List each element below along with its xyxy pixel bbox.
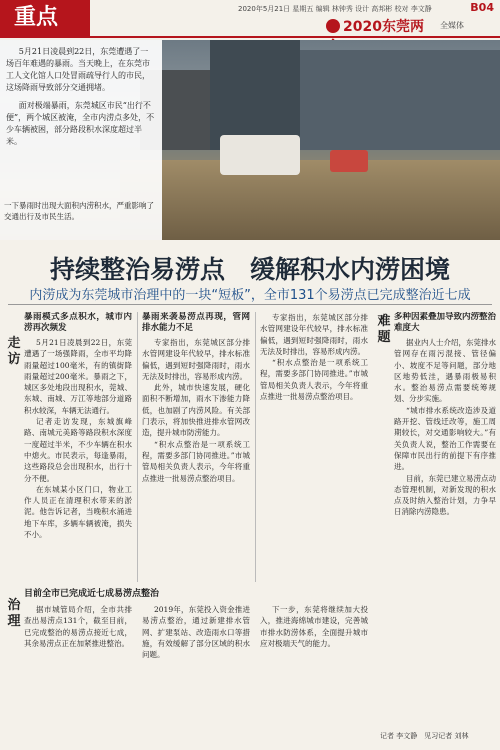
photo-building-3 xyxy=(300,50,500,150)
visit-para-1: 5月21日凌晨到22日，东莞遭遇了一场强降雨，全市平均降雨量超过100毫米，有的镇街降雨量超过200毫米。暴雨之下，城区多处地段出现积水，莞城、东城、南城、万江等地部分道路积水较深，车辆无法通行。 xyxy=(24,338,132,415)
gov-para-1: 据市城管局介绍，全市共排查出易涝点131个，截至目前，已完成整治的易涝点接近七成，其余易涝点正在加紧推进整治。 xyxy=(24,605,132,648)
column-visit-2 xyxy=(142,312,250,582)
governance-title: 目前全市已完成近七成易涝点整治 xyxy=(24,589,160,599)
visit-para-3: 在东城某小区门口，物业工作人员正在清理积水带来的淤泥。他告诉记者，当晚积水涌进地下车库，多辆车辆被淹，损失不小。 xyxy=(24,484,132,540)
gov-para-2: 2019年，东莞投入资金推进易涝点整治，通过新建排水管网、扩建泵站、改造雨水口等措施，有效缓解了部分区域的积水问题。 xyxy=(142,605,250,660)
column-divider xyxy=(255,312,256,582)
mid-para-1: 专家指出，东莞城区部分排水管网建设年代较早，排水标准偏低，遇到短时强降雨时，雨水无法及时排出，容易形成内涝。 xyxy=(142,338,250,381)
issue-meta: 2020年5月21日 星期五 编辑 林钟秀 设计 高邦彬 校对 李文静 xyxy=(238,5,432,13)
column-visit-3 xyxy=(260,312,368,582)
section-title: 重点 xyxy=(0,0,90,36)
headline-rule xyxy=(8,304,492,305)
photo-caption: 一下暴雨时出现大面积内涝积水，严重影响了交通出行及市民生活。 xyxy=(4,201,154,221)
column-divider xyxy=(137,312,138,582)
photo-flood-water xyxy=(120,160,500,240)
main-headline: 持续整治易涝点 缓解积水内涝困境 xyxy=(49,255,450,284)
column-gov-3 xyxy=(260,604,368,728)
tag-problem: 难题 xyxy=(377,314,391,345)
header-rule xyxy=(0,36,500,38)
intro-text-2: 面对极端暴雨，东莞城区市民“出行不便”，两个城区被淹，全市内涝点多处，不少车辆被困，部分路段积水深度超过半米。 xyxy=(6,101,155,146)
byline: 记者 李文静 见习记者 刘林 xyxy=(380,732,469,740)
photo-building-2 xyxy=(210,40,300,150)
mid-title: 暴雨来袭易涝点再现，管网排水能力不足 xyxy=(142,312,250,333)
photo-bus xyxy=(220,135,300,175)
badge-label: 2020东莞两 xyxy=(343,19,424,35)
flood-photo xyxy=(0,40,500,240)
problem-title: 多种因素叠加导致内涝整治难度大 xyxy=(394,312,496,333)
column-visit-1 xyxy=(24,312,132,582)
visit-para-2: 记者走访发现，东城旗峰路、南城元美路等路段积水深度一度超过半米，不少车辆在积水中熄火。市民表示，每逢暴雨，这些路段总会出现积水，出行十分不便。 xyxy=(24,417,132,483)
sub-headline: 内涝成为东莞城市治理中的一块“短板”，全市131个易涝点已完成整治近七成 xyxy=(29,288,471,303)
intro-text: 5月21日凌晨到22日，东莞遭遇了一场百年难遇的暴雨。当天晚上，在东莞市工人文化馆人口处冒雨疏导行人的市民，这场降雨导致部分交通拥堵。 xyxy=(6,47,150,92)
badge-subtitle: 全媒体 xyxy=(440,21,464,30)
column-problem xyxy=(394,312,496,724)
column-gov-1 xyxy=(24,604,132,728)
mid-para-5: “积水点整治是一项系统工程，需要多部门协同推进。”市城管局相关负责人表示，今年将重点推进一批易涝点整治项目。 xyxy=(260,358,368,402)
column-gov-2 xyxy=(142,604,250,728)
page-number: B04 xyxy=(470,1,494,14)
mid-para-4: 专家指出，东莞城区部分排水管网建设年代较早，排水标准偏低，遇到短时强降雨时，雨水无法及时排出，容易形成内涝。 xyxy=(260,313,368,356)
mid-para-2: 此外，城市快速发展，硬化面积不断增加，雨水下渗能力降低，也加剧了内涝风险。有关部门表示，将加快推进排水管网改造，提升城市防涝能力。 xyxy=(142,383,250,438)
problem-para-2: “城市排水系统改造涉及道路开挖、管线迁改等，施工周期较长，对交通影响较大。”有关负责人说，整治工作需要在保障市民出行的前提下有序推进。 xyxy=(394,405,496,472)
tag-governance: 治理 xyxy=(7,598,21,629)
session-badge xyxy=(326,16,434,34)
page-header xyxy=(0,0,500,36)
visit-title: 暴雨模式多点积水，城市内涝再次频发 xyxy=(24,312,132,333)
mid-para-3: “积水点整治是一项系统工程，需要多部门协同推进。”市城管局相关负责人表示，今年将重点推进一批易涝点整治项目。 xyxy=(142,439,250,483)
photo-intro-box xyxy=(0,40,162,240)
problem-para-3: 目前，东莞已建立易涝点动态管理机制，对新发现的积水点及时纳入整治计划，力争早日消除内涝隐患。 xyxy=(394,473,496,517)
badge-dot-icon xyxy=(326,19,340,33)
photo-car xyxy=(330,150,368,172)
problem-para-1: 据业内人士介绍，东莞排水管网存在雨污混接、管径偏小、坡度不足等问题，部分地区地势低洼，遇暴雨极易积水。整治易涝点需要统筹规划、分步实施。 xyxy=(394,338,496,404)
tag-visit: 走访 xyxy=(7,336,21,367)
gov-para-3: 下一步，东莞将继续加大投入，推进海绵城市建设，完善城市排水防涝体系，全面提升城市应对极端天气的能力。 xyxy=(260,605,368,648)
